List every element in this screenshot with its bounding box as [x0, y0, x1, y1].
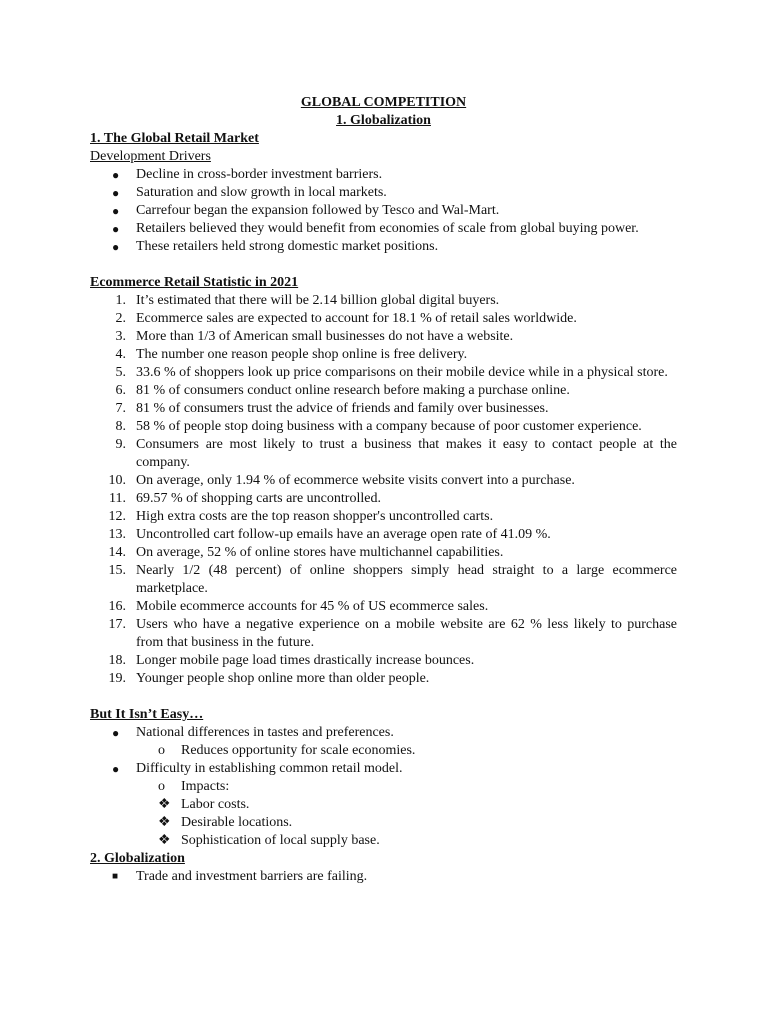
list-item: ● Saturation and slow growth in local markets.	[112, 185, 387, 200]
list-item: ● Carrefour began the expansion followed by Tesco and Wal-Mart.	[112, 203, 500, 218]
list-item: 16. Mobile ecommerce accounts for 45 % of US ecommerce sales.	[108, 599, 489, 614]
list-item: 17. Users who have a negative experience on a mobile website are 62 % less likely to purchase from that business in the future.	[108, 617, 677, 650]
diamond-bullet-icon: ❖	[158, 815, 171, 830]
list-item: 2. Ecommerce sales are expected to account for 18.1 % of retail sales worldwide.	[115, 311, 577, 326]
list-item: 19. Younger people shop online more than older people.	[108, 671, 430, 686]
list-item: 7. 81 % of consumers trust the advice of friends and family over businesses.	[115, 401, 549, 416]
list-item: 4. The number one reason people shop online is free delivery.	[115, 347, 468, 362]
bullet-icon: ●	[112, 726, 120, 740]
subheading-development-drivers: Development Drivers	[90, 149, 211, 164]
section-heading-not-easy: But It Isn’t Easy…	[90, 707, 204, 722]
list-item: o Reduces opportunity for scale economies.	[158, 743, 416, 758]
list-item: 12. High extra costs are the top reason shopper's uncontrolled carts.	[108, 509, 494, 524]
list-item: 14. On average, 52 % of online stores have multichannel capabilities.	[108, 545, 504, 560]
list-item: ● National differences in tastes and preferences.	[112, 725, 394, 740]
document-subtitle: 1. Globalization	[336, 113, 431, 128]
list-item: 3. More than 1/3 of American small businesses do not have a website.	[115, 329, 514, 344]
bullet-icon: ●	[112, 762, 120, 776]
section-heading-globalization: 2. Globalization	[90, 851, 185, 866]
list-item: o Impacts:	[158, 779, 230, 794]
list-item: ● Decline in cross-border investment barriers.	[112, 167, 383, 182]
list-item: 1. It’s estimated that there will be 2.14 billion global digital buyers.	[115, 293, 500, 308]
list-item: ❖ Labor costs.	[158, 797, 250, 812]
drivers-list	[90, 166, 677, 256]
diamond-bullet-icon: ❖	[158, 797, 171, 812]
diamond-bullet-icon: ❖	[158, 833, 171, 848]
circle-bullet-icon: o	[158, 779, 165, 794]
bullet-icon: ●	[112, 240, 120, 254]
document-title: GLOBAL COMPETITION	[300, 95, 467, 110]
list-item: 9. Consumers are most likely to trust a business that makes it easy to contact people at the company.	[115, 437, 677, 470]
bullet-icon: ●	[112, 222, 120, 236]
list-item: ❖ Sophistication of local supply base.	[158, 833, 380, 848]
bullet-icon: ●	[112, 168, 120, 182]
list-item: 10. On average, only 1.94 % of ecommerce website visits convert into a purchase.	[108, 473, 575, 488]
document-body	[90, 94, 677, 886]
section-heading-ecommerce-stats: Ecommerce Retail Statistic in 2021	[90, 275, 299, 290]
section-heading-global-retail: 1. The Global Retail Market	[90, 131, 259, 146]
list-item: 13. Uncontrolled cart follow-up emails have an average open rate of 41.09 %.	[108, 527, 551, 542]
list-item: ❖ Desirable locations.	[158, 815, 293, 830]
list-item: 6. 81 % of consumers conduct online research before making a purchase online.	[115, 383, 570, 398]
circle-bullet-icon: o	[158, 743, 165, 758]
list-item: ● Difficulty in establishing common retail model.	[112, 761, 403, 776]
list-item: ● These retailers held strong domestic market positions.	[112, 239, 439, 254]
list-item: 15. Nearly 1/2 (48 percent) of online shoppers simply head straight to a large ecommerce marketplace.	[108, 563, 677, 596]
list-item: 5. 33.6 % of shoppers look up price comparisons on their mobile device while in a physical store.	[115, 365, 668, 380]
globalization-list	[90, 868, 677, 886]
list-item: 18. Longer mobile page load times drastically increase bounces.	[108, 653, 475, 668]
list-item: ● Retailers believed they would benefit from economies of scale from global buying power.	[112, 221, 639, 236]
list-item: 8. 58 % of people stop doing business with a company because of poor customer experience.	[115, 419, 642, 434]
square-bullet-icon: ■	[112, 871, 119, 882]
bullet-icon: ●	[112, 204, 120, 218]
stats-list	[90, 292, 677, 688]
not-easy-list	[90, 724, 677, 850]
list-item: 11. 69.57 % of shopping carts are uncontrolled.	[109, 491, 381, 506]
list-item: ■ Trade and investment barriers are failing.	[112, 869, 368, 884]
bullet-icon: ●	[112, 186, 120, 200]
